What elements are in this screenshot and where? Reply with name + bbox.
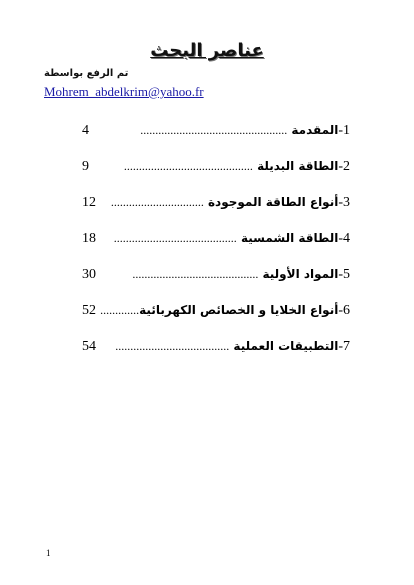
toc-entry-6 (70, 293, 350, 329)
toc-entry-title: أنواع الطاقة الموجودة (207, 195, 339, 209)
toc-page-number: 12 (82, 195, 96, 210)
toc-entry-number: 7- (338, 339, 350, 354)
uploaded-by-label: تم الرفع بواسطة (44, 68, 129, 79)
toc-entry-4 (70, 221, 350, 257)
toc-leader-dots: .......................................... (132, 267, 259, 281)
toc-leader-dots: ........................................... (123, 159, 253, 173)
toc-page-number: 9 (82, 159, 89, 174)
toc-leader-dots: ............. (100, 303, 140, 317)
toc-page-number: 4 (82, 123, 89, 138)
toc-entry-title: الطاقة البديلة (257, 159, 339, 173)
toc-entry-number: 3- (338, 195, 350, 210)
toc-entry-title: المواد الأولية (262, 267, 339, 281)
toc-entry-title: المقدمة (291, 123, 339, 137)
toc-leader-dots: ......................................... (113, 231, 237, 245)
toc-leader-dots: ...................................... (115, 339, 230, 353)
toc-entry-number: 4- (338, 231, 350, 246)
toc-entry-title: أنواع الخلايا و الخصائص الكهربائية (139, 303, 339, 317)
toc-entry-number: 2- (338, 159, 350, 174)
toc-page-number: 18 (82, 231, 96, 246)
toc-leader-dots: ................................................. (140, 123, 288, 137)
toc-entry-3 (70, 185, 350, 221)
footer-page-number: 1 (46, 548, 51, 558)
toc-page-number: 30 (82, 267, 96, 282)
page-title: عناصر البحث (150, 40, 264, 61)
toc-entry-2 (70, 149, 350, 185)
toc-leader-dots: ............................... (110, 195, 204, 209)
toc-entry-title: الطاقة الشمسية (240, 231, 339, 245)
table-of-contents (70, 113, 350, 365)
uploader-email-link[interactable]: Mohrem_abdelkrim@yahoo.fr (44, 84, 204, 99)
toc-entry-7 (70, 329, 350, 365)
toc-entry-number: 5- (338, 267, 350, 282)
toc-entry-number: 1- (338, 123, 350, 138)
toc-entry-5 (70, 257, 350, 293)
toc-entry-number: 6- (338, 303, 350, 318)
toc-page-number: 54 (82, 339, 96, 354)
toc-entry-1 (70, 113, 350, 149)
toc-entry-title: التطبيقات العملية (233, 339, 339, 353)
toc-page-number: 52 (82, 303, 96, 318)
